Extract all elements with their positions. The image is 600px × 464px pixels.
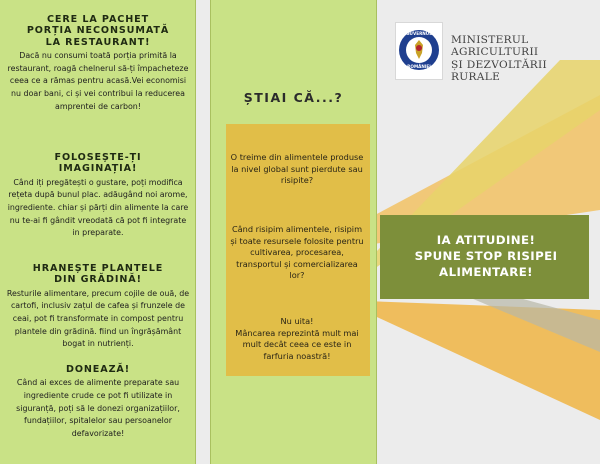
- fact-text: O treime din alimentele produse la nivel global sunt pierdute sau risipite?: [230, 152, 364, 186]
- fact-text: Nu uita! Mâncarea reprezintă mult mai mult decât ceea ce este in farfuria noastră!: [235, 316, 359, 361]
- seal-top-text: GUVERNUL: [406, 31, 432, 36]
- fact-text: Când risipim alimentele, risipim și toate resursele folosite pentru cultivarea, procesarea, transportul și comercializarea lor?: [230, 224, 364, 281]
- section-donate: [6, 364, 190, 440]
- did-you-know-title: ȘTIAI CĂ...?: [243, 90, 344, 105]
- ministry-name-line1: MINISTERUL AGRICULTURII: [451, 34, 539, 59]
- section-body: Resturile alimentare, precum cojile de ouă, de cartofi, inclusiv zațul de cafea și frunzele de ceai, pot fi transformate in compost pentru plantele din grădină. fiind un îngrășământ bogat in nutrienți.: [6, 288, 190, 349]
- section-body: Dacă nu consumi toată porția primită la restaurant, roagă chelnerul să-ți împacheteze ceea ce a rămas pentru acasă.Vei economisi nu doar bani, ci și vei contribui la reducerea amprentei de carbon!: [7, 51, 189, 111]
- section-heading: HRANEȘTE PLANTELE DIN GRĂDINĂ!: [32, 263, 164, 286]
- ministry-name: [451, 34, 595, 84]
- section-heading: DONEAZĂ!: [65, 364, 131, 375]
- section-body: Când iți pregătești o gustare, poți modifica rețeta după bunul plac. adăugând noi arome, ingrediente. chiar și părți din alimente la care nu te-ai fi gândit vreodată că pot fi integrate in preparate.: [7, 177, 189, 238]
- slogan: [384, 232, 588, 280]
- section-body: Când ai exces de alimente preparate sau ingrediente crude ce pot fi utilizate in siguranță, poți să le donezi organizațiilor, fundațiilor, spitalelor sau persoanelor defavorizate!: [16, 378, 180, 438]
- slogan-line1: IA ATITUDINE!: [436, 233, 536, 247]
- ministry-logo: [395, 22, 595, 82]
- section-takeaway: [6, 14, 190, 113]
- section-heading: CERE LA PACHET PORȚIA NECONSUMATĂ LA RESTAURANT!: [26, 14, 170, 48]
- slogan-line2: SPUNE STOP RISIPEI: [414, 249, 558, 263]
- section-imagination: [6, 152, 190, 240]
- seal-bottom-text: ROMÂNIEI: [407, 64, 431, 69]
- slogan-line3: ALIMENTARE!: [439, 265, 533, 279]
- seal-icon: [396, 23, 442, 79]
- government-seal: [395, 22, 443, 80]
- section-heading: FOLOSEȘTE-ȚI IMAGINAȚIA!: [54, 152, 142, 175]
- ministry-name-line2: ȘI DEZVOLTĂRII RURALE: [451, 58, 547, 84]
- section-compost: [6, 263, 190, 351]
